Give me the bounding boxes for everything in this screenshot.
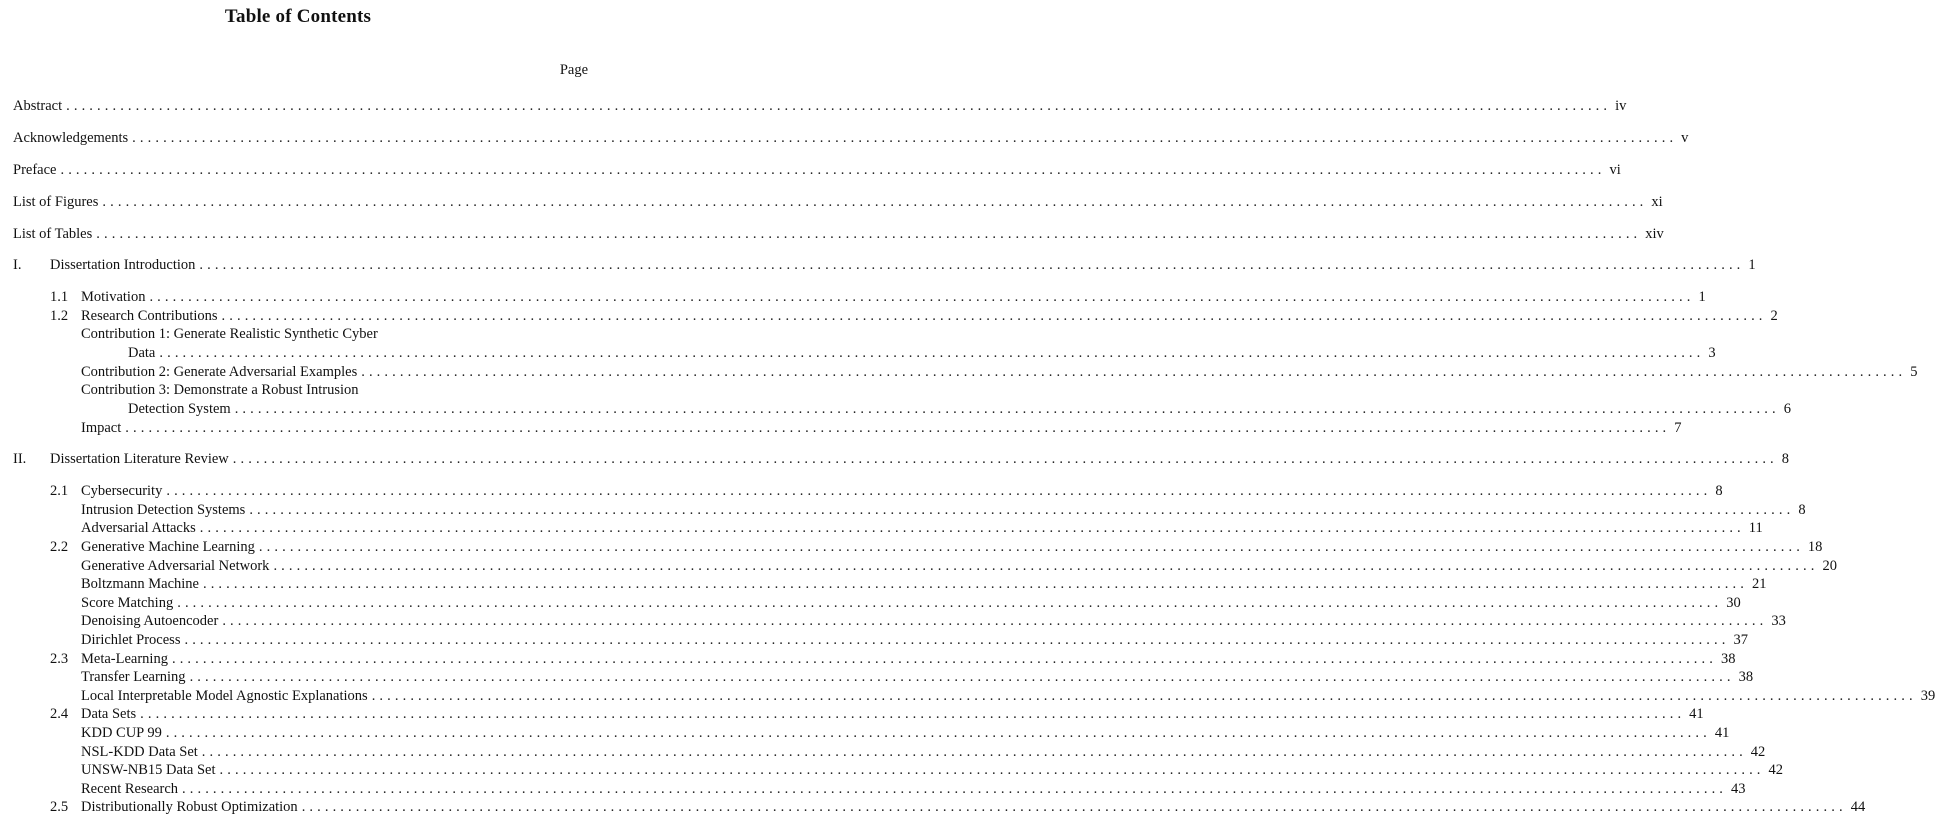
toc-entry-label[interactable]: Contribution 1: Generate Realistic Synthetic Cyber: [81, 326, 378, 342]
toc-entry-number: 1.2: [50, 308, 69, 324]
dot-leader: ........................................................................................................................................................................................................: [258, 539, 1804, 555]
toc-entry-page: 41: [1714, 725, 1730, 741]
dot-leader: ........................................................................................................................................................................................................: [149, 289, 1695, 305]
dot-leader: ........................................................................................................................................................................................................: [219, 762, 1765, 778]
page-title: Table of Contents: [224, 6, 372, 27]
toc-entry[interactable]: [81, 364, 1918, 381]
dot-leader: ........................................................................................................................................................................................................: [96, 226, 1642, 242]
toc-entry[interactable]: [50, 257, 1756, 274]
toc-entry-label: Preface: [13, 162, 57, 178]
dot-leader: ........................................................................................................................................................................................................: [60, 162, 1606, 178]
toc-entry-label: Denoising Autoencoder: [81, 613, 219, 629]
toc-entry-page: 5: [1910, 364, 1918, 380]
toc-entry-label: Cybersecurity: [81, 483, 163, 499]
dot-leader: ........................................................................................................................................................................................................: [222, 613, 1768, 629]
dot-leader: ........................................................................................................................................................................................................: [189, 669, 1735, 685]
toc-entry-label: UNSW-NB15 Data Set: [81, 762, 216, 778]
toc-entry-label: Dissertation Introduction: [50, 257, 196, 273]
toc-entry-page: 38: [1720, 651, 1736, 667]
dot-leader: ........................................................................................................................................................................................................: [202, 576, 1748, 592]
toc-entry-label: Local Interpretable Model Agnostic Explanations: [81, 688, 368, 704]
toc-entry-label: Meta-Learning: [81, 651, 168, 667]
toc-entry[interactable]: [13, 98, 1627, 115]
toc-entry-label: Contribution 2: Generate Adversarial Examples: [81, 364, 358, 380]
toc-entry-page: xi: [1651, 194, 1663, 210]
toc-entry-page: 2: [1770, 308, 1778, 324]
toc-entry[interactable]: [128, 345, 1716, 362]
toc-entry[interactable]: [81, 520, 1763, 537]
toc-entry-label: Detection System: [128, 401, 231, 417]
toc-entry[interactable]: [13, 162, 1621, 179]
dot-leader: ........................................................................................................................................................................................................: [361, 364, 1907, 380]
toc-entry-label: Data: [128, 345, 156, 361]
toc-entry-label: KDD CUP 99: [81, 725, 162, 741]
toc-entry-label: Acknowledgements: [13, 130, 129, 146]
toc-entry-page: 1: [1748, 257, 1756, 273]
toc-entry-page: 8: [1715, 483, 1723, 499]
dot-leader: ........................................................................................................................................................................................................: [166, 483, 1712, 499]
toc-entry-page: 20: [1822, 558, 1837, 574]
toc-entry[interactable]: [81, 688, 1935, 705]
toc-entry-page: 8: [1798, 502, 1806, 518]
toc-entry[interactable]: [81, 595, 1741, 612]
dot-leader: ........................................................................................................................................................................................................: [132, 130, 1678, 146]
toc-entry-number: 1.1: [50, 289, 69, 305]
dot-leader: ........................................................................................................................................................................................................: [125, 420, 1671, 436]
toc-entry-page: 39: [1920, 688, 1935, 704]
toc-entry[interactable]: [81, 420, 1682, 437]
toc-entry-label: Boltzmann Machine: [81, 576, 199, 592]
toc-entry-page: 8: [1781, 451, 1790, 467]
dot-leader: ........................................................................................................................................................................................................: [273, 558, 1819, 574]
toc-entry[interactable]: [81, 706, 1704, 723]
toc-entry-label: Impact: [81, 420, 122, 436]
toc-entry-page: 11: [1748, 520, 1763, 536]
toc-entry-page: vi: [1609, 162, 1621, 178]
toc-entry[interactable]: [81, 799, 1866, 816]
toc-entry-page: 37: [1733, 632, 1748, 648]
toc-entry-number: II.: [13, 451, 27, 467]
toc-entry-number: I.: [13, 257, 22, 273]
dot-leader: ........................................................................................................................................................................................................: [199, 520, 1745, 536]
dot-leader: ........................................................................................................................................................................................................: [249, 502, 1795, 518]
dot-leader: ........................................................................................................................................................................................................: [66, 98, 1612, 114]
toc-entry-label: Dirichlet Process: [81, 632, 181, 648]
toc-entry-number: 2.4: [50, 706, 69, 722]
toc-entry[interactable]: [81, 762, 1784, 779]
toc-entry-page: 41: [1689, 706, 1704, 722]
toc-entry-number: 2.2: [50, 539, 69, 555]
toc-entry-page: 6: [1783, 401, 1791, 417]
dot-leader: ........................................................................................................................................................................................................: [234, 401, 1780, 417]
toc-entry-label: Intrusion Detection Systems: [81, 502, 246, 518]
dot-leader: ........................................................................................................................................................................................................: [140, 706, 1686, 722]
toc-entry-label: Score Matching: [81, 595, 174, 611]
toc-entry-page: 21: [1751, 576, 1767, 592]
dot-leader: ........................................................................................................................................................................................................: [171, 651, 1717, 667]
toc-entry-label: Research Contributions: [81, 308, 218, 324]
dot-leader: ........................................................................................................................................................................................................: [232, 451, 1778, 467]
toc-entry-page: 3: [1708, 345, 1716, 361]
dot-leader: ........................................................................................................................................................................................................: [182, 781, 1728, 797]
toc-entry-label: Dissertation Literature Review: [50, 451, 229, 467]
toc-entry-number: 2.3: [50, 651, 69, 667]
toc-entry-label: Recent Research: [81, 781, 179, 797]
dot-leader: ........................................................................................................................................................................................................: [165, 725, 1711, 741]
toc-entry[interactable]: [81, 744, 1766, 761]
toc-entry[interactable]: [13, 130, 1689, 147]
toc-entry-label: Distributionally Robust Optimization: [81, 799, 298, 815]
toc-entry-label[interactable]: Contribution 3: Demonstrate a Robust Intrusion: [81, 382, 359, 398]
dot-leader: ........................................................................................................................................................................................................: [184, 632, 1730, 648]
toc-entry[interactable]: [81, 576, 1767, 593]
toc-entry-label: Transfer Learning: [81, 669, 186, 685]
toc-entry-page: 30: [1726, 595, 1741, 611]
toc-entry[interactable]: [81, 289, 1706, 306]
toc-entry-page: 18: [1807, 539, 1823, 555]
dot-leader: ........................................................................................................................................................................................................: [177, 595, 1723, 611]
toc-entry[interactable]: [81, 539, 1823, 556]
toc-entry-page: xiv: [1645, 226, 1664, 242]
toc-entry-label: List of Figures: [13, 194, 99, 210]
toc-entry-page: 42: [1750, 744, 1766, 760]
dot-leader: ........................................................................................................................................................................................................: [371, 688, 1917, 704]
toc-entry[interactable]: [128, 401, 1791, 418]
toc-entry-number: 2.5: [50, 799, 69, 815]
toc-entry[interactable]: [81, 613, 1786, 630]
toc-entry[interactable]: [81, 669, 1754, 686]
toc-entry-label: Abstract: [13, 98, 63, 114]
toc-entry-label: NSL-KDD Data Set: [81, 744, 198, 760]
toc-entry-page: 38: [1738, 669, 1754, 685]
toc-entry[interactable]: [13, 194, 1663, 211]
toc-entry-page: iv: [1615, 98, 1627, 114]
dot-leader: ........................................................................................................................................................................................................: [221, 308, 1767, 324]
toc-entry-label: Adversarial Attacks: [81, 520, 196, 536]
toc-entry-label: Data Sets: [81, 706, 137, 722]
toc-entry-page: v: [1681, 130, 1689, 146]
toc-entry-page: 44: [1850, 799, 1866, 815]
toc-entry[interactable]: [81, 502, 1806, 519]
toc-entry-label: Motivation: [81, 289, 146, 305]
dot-leader: ........................................................................................................................................................................................................: [301, 799, 1847, 815]
toc-entry-page: 42: [1768, 762, 1784, 778]
toc-entry[interactable]: [81, 632, 1748, 649]
toc-entry-label: List of Tables: [13, 226, 93, 242]
dot-leader: ........................................................................................................................................................................................................: [199, 257, 1745, 273]
dot-leader: ........................................................................................................................................................................................................: [159, 345, 1705, 361]
toc-entry-page: 1: [1698, 289, 1706, 305]
toc-entry-page: 7: [1674, 420, 1682, 436]
toc-entry[interactable]: [81, 651, 1736, 668]
toc-entry[interactable]: [81, 483, 1723, 500]
toc-entry[interactable]: [81, 781, 1746, 798]
toc-entry-page: 33: [1771, 613, 1786, 629]
toc-entry[interactable]: [81, 308, 1778, 325]
dot-leader: ........................................................................................................................................................................................................: [201, 744, 1747, 760]
toc-entry[interactable]: [13, 226, 1664, 243]
toc-entry-label: Generative Machine Learning: [81, 539, 255, 555]
toc-entry[interactable]: [50, 451, 1790, 468]
toc-entry-label: Generative Adversarial Network: [81, 558, 270, 574]
page-column-heading: Page: [559, 62, 588, 78]
toc-entry-page: 43: [1731, 781, 1746, 797]
toc-entry[interactable]: [81, 725, 1730, 742]
toc-entry-number: 2.1: [50, 483, 69, 499]
toc-entry[interactable]: [81, 558, 1837, 575]
dot-leader: ........................................................................................................................................................................................................: [102, 194, 1648, 210]
